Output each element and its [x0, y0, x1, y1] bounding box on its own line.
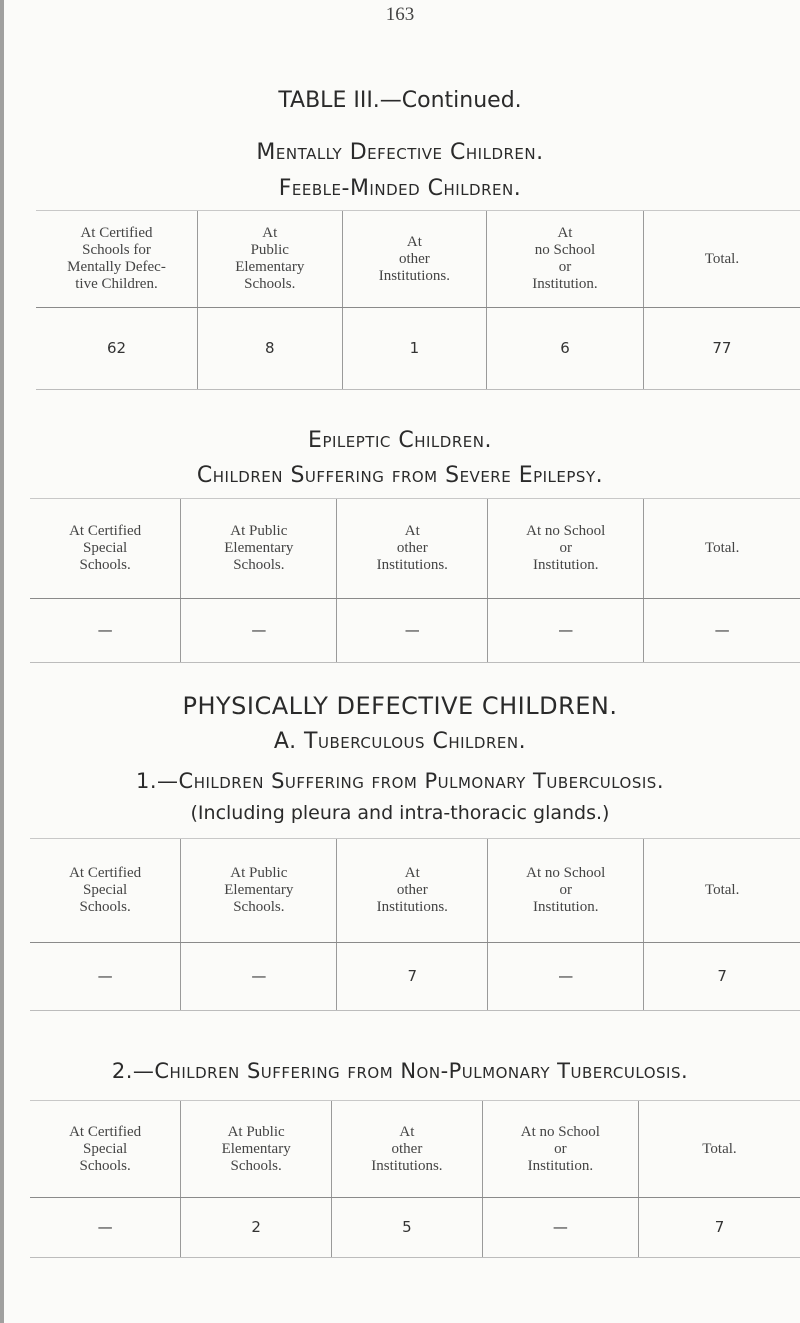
value-cell: 7: [337, 943, 488, 1011]
epileptic-section-subtitle: Children Suffering from Severe Epilepsy.: [196, 463, 604, 488]
header-cell: At Certified Schools for Mentally Defec- tive Children.: [36, 211, 197, 308]
nonpulmonary-table: [30, 1100, 800, 1258]
physical-section-title: PHYSICALLY DEFECTIVE CHILDREN.: [182, 692, 618, 720]
value-cell: —: [30, 599, 181, 663]
header-cell: At other Institutions.: [337, 839, 488, 943]
mental-table: [36, 210, 800, 390]
pulmonary-section-title: 1.—Children Suffering from Pulmonary Tuberculosis.: [136, 769, 664, 793]
header-cell: At other Institutions.: [332, 1101, 483, 1198]
table-header-row: [30, 499, 800, 599]
header-cell: At no School or Institution.: [488, 499, 644, 599]
header-cell: Total.: [643, 211, 800, 308]
header-cell: At no School or Institution.: [488, 839, 644, 943]
value-cell: 7: [638, 1198, 800, 1258]
header-cell: At no School or Institution.: [487, 211, 644, 308]
table-row: [30, 1198, 800, 1258]
table-header-row: [30, 839, 800, 943]
table-header-row: [36, 211, 800, 308]
header-cell: At no School or Institution.: [482, 1101, 638, 1198]
header-cell: At Certified Special Schools.: [30, 499, 181, 599]
epileptic-table: [30, 498, 800, 663]
page-number: 163: [385, 4, 415, 25]
table-row: [36, 308, 800, 390]
header-cell: At Public Elementary Schools.: [181, 499, 337, 599]
pulmonary-section-note: (Including pleura and intra-thoracic glands.): [190, 802, 610, 824]
value-cell: —: [30, 943, 181, 1011]
mental-section-subtitle: Feeble-Minded Children.: [278, 176, 522, 201]
header-cell: Total.: [638, 1101, 800, 1198]
physical-section-subtitle: A. Tuberculous Children.: [273, 729, 527, 754]
value-cell: 8: [197, 308, 342, 390]
mental-section-title: Mentally Defective Children.: [256, 140, 544, 165]
header-cell: At Certified Special Schools.: [30, 1101, 181, 1198]
value-cell: 2: [181, 1198, 332, 1258]
value-cell: —: [30, 1198, 181, 1258]
value-cell: 6: [487, 308, 644, 390]
value-cell: —: [644, 599, 800, 663]
value-cell: 77: [643, 308, 800, 390]
table-row: [30, 943, 800, 1011]
header-cell: At other Institutions.: [337, 499, 488, 599]
pulmonary-table: [30, 838, 800, 1011]
value-cell: —: [488, 943, 644, 1011]
value-cell: —: [181, 943, 337, 1011]
value-cell: —: [181, 599, 337, 663]
nonpulmonary-section-title: 2.—Children Suffering from Non-Pulmonary Tuberculosis.: [111, 1059, 689, 1083]
value-cell: —: [482, 1198, 638, 1258]
header-cell: At Public Elementary Schools.: [181, 1101, 332, 1198]
table-row: [30, 599, 800, 663]
header-cell: At Public Elementary Schools.: [197, 211, 342, 308]
epileptic-section-title: Epileptic Children.: [308, 428, 492, 453]
header-cell: At other Institutions.: [342, 211, 487, 308]
value-cell: —: [488, 599, 644, 663]
value-cell: 7: [644, 943, 800, 1011]
header-cell: Total.: [644, 499, 800, 599]
table-title: TABLE III.—Continued.: [278, 88, 522, 113]
header-cell: At Certified Special Schools.: [30, 839, 181, 943]
value-cell: —: [337, 599, 488, 663]
value-cell: 5: [332, 1198, 483, 1258]
header-cell: Total.: [644, 839, 800, 943]
header-cell: At Public Elementary Schools.: [181, 839, 337, 943]
table-header-row: [30, 1101, 800, 1198]
value-cell: 1: [342, 308, 487, 390]
value-cell: 62: [36, 308, 197, 390]
